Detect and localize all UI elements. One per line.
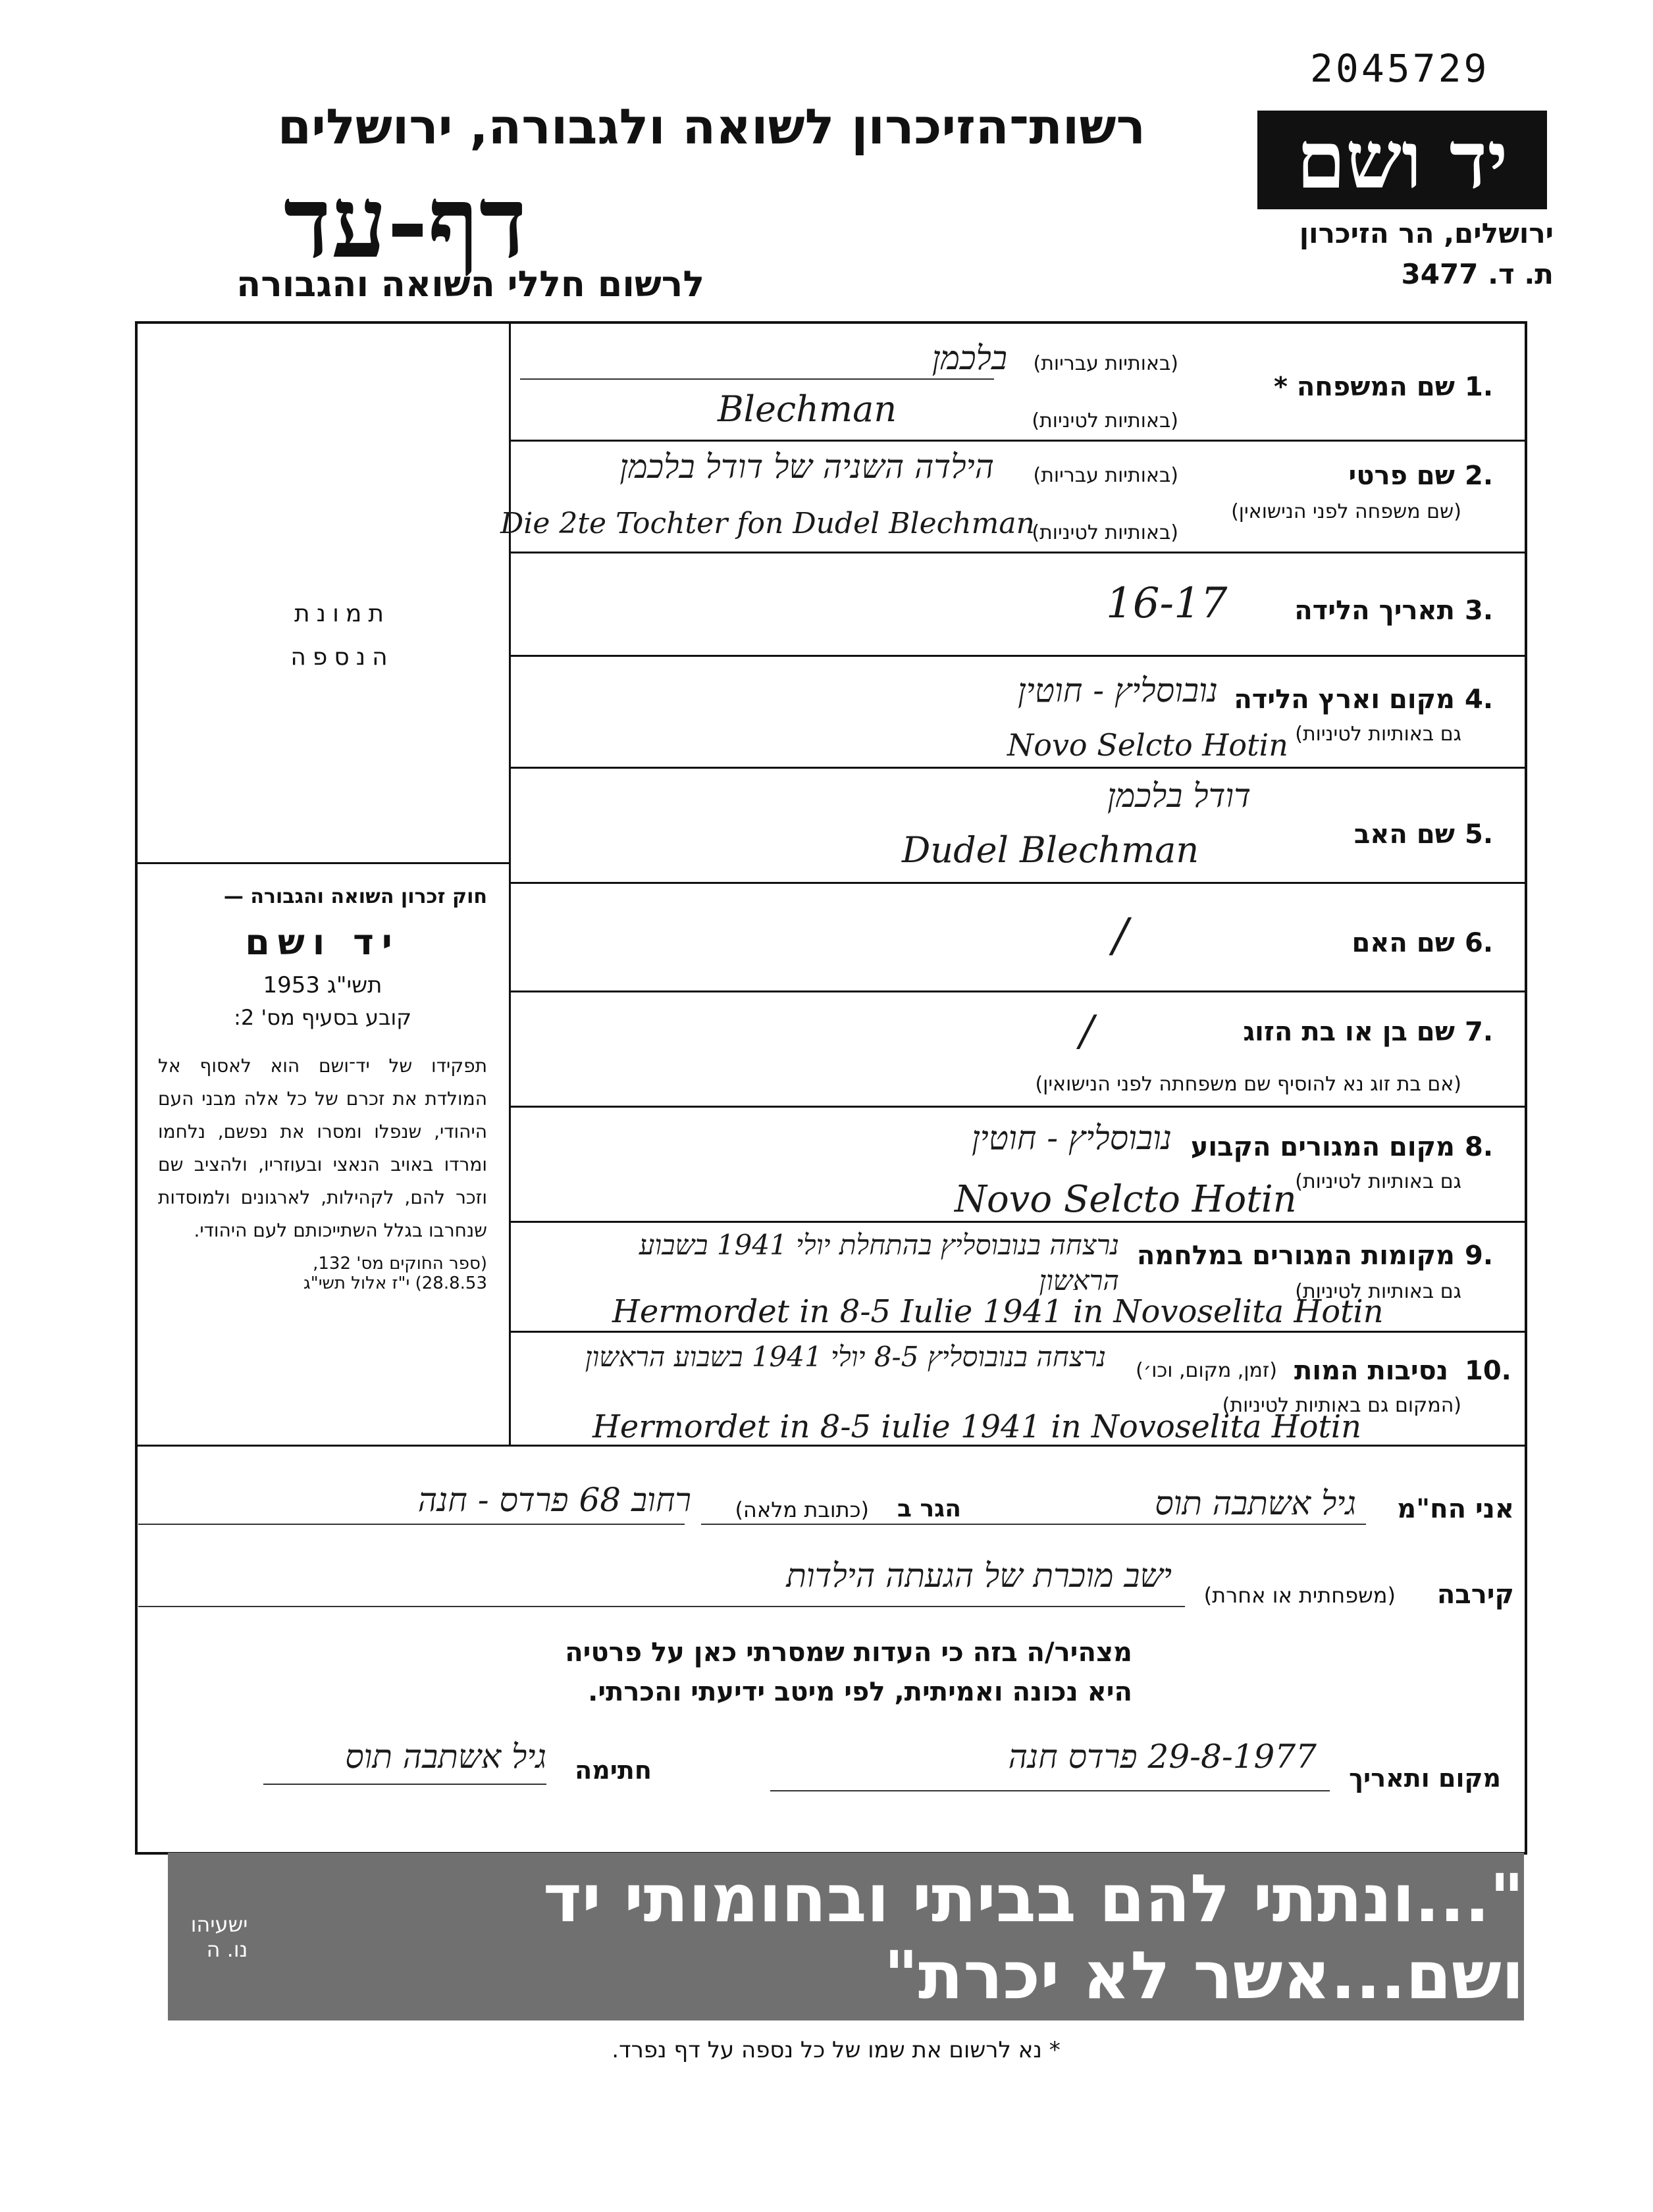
- authority-title: רשות־הזיכרון לשואה ולגבורה, ירושלים: [277, 99, 1145, 155]
- row-divider: [510, 655, 1527, 657]
- hint-latin: (באותיות לטיניות): [1032, 521, 1178, 544]
- field-10-value-hebrew: נרצחה בנובוסליץ 8-5 יולי 1941 בשבוע הראשון: [585, 1341, 1106, 1373]
- hint-also-latin: גם באותיות לטיניות): [1295, 1280, 1461, 1303]
- declarant-address: רחוב 68 פרדס - חנה: [417, 1481, 691, 1519]
- relation-hint: (משפחתית או אחרת): [1203, 1583, 1396, 1608]
- field-3-value: 16-17: [1106, 579, 1228, 628]
- hint-also-latin: גם באותיות לטיניות): [1295, 723, 1461, 746]
- field-2-value-hebrew: הילדה השניה של דודל בלכמן: [619, 448, 994, 486]
- field-3-label: תאריך הלידה: [1294, 596, 1455, 626]
- field-6-label: שם האם: [1351, 928, 1455, 958]
- field-2-value-latin: Die 2te Tochter fon Dudel Blechman: [500, 507, 1035, 540]
- yad-vashem-logo: יד ושם: [1257, 111, 1547, 209]
- row-divider: [510, 1221, 1527, 1223]
- field-1-number: 1.: [1465, 372, 1494, 402]
- signature-value: גיל אשתבה תוס: [345, 1737, 546, 1776]
- field-1-value-latin: Blechman: [718, 388, 897, 430]
- hint-spouse: (אם בת זוג נא להוסיף שם משפחתה לפני הנישואין): [1035, 1073, 1461, 1096]
- field-8-value-hebrew: נובוסליץ - חוטין: [971, 1119, 1172, 1157]
- residing-label: הגר ב: [897, 1495, 961, 1522]
- field-8-value-latin: Novo Selcto Hotin: [955, 1178, 1297, 1221]
- hint-also-latin: גם באותיות לטיניות): [1295, 1170, 1461, 1193]
- field-9-label: מקומות המגורים במלחמה: [1136, 1241, 1455, 1271]
- quote-banner: [168, 1853, 1524, 2020]
- field-2-label: שם פרטי: [1348, 461, 1455, 491]
- field-7-number: 7.: [1465, 1017, 1494, 1047]
- hint-death-circumstances: (זמן, מקום, וכו׳): [1136, 1359, 1277, 1382]
- declarant-name: גיל אשתבה תוס: [1155, 1484, 1356, 1522]
- row-divider: [510, 552, 1527, 553]
- law-year: תשי"ג 1953: [263, 972, 382, 998]
- hint-maiden-name: (שם משפחה לפני הנישואין): [1231, 500, 1461, 523]
- field-5-number: 5.: [1465, 819, 1494, 850]
- field-4-number: 4.: [1465, 684, 1494, 715]
- row-divider: [510, 1106, 1527, 1108]
- law-box: [158, 885, 487, 1293]
- place-date-value: 29-8-1977 פרדס חנה: [1008, 1737, 1317, 1776]
- field-10-label: נסיבות המות: [1294, 1356, 1448, 1386]
- field-8-number: 8.: [1465, 1132, 1494, 1162]
- field-10-value-latin: Hermordet in 8-5 iulie 1941 in Novoselita Hotin: [592, 1408, 1362, 1445]
- field-9-value-hebrew: נרצחה בנובוסליץ בהתחלת יולי 1941 בשבוע הראשון: [639, 1229, 1119, 1297]
- law-section: קובע בסעיף מס' 2:: [234, 1005, 411, 1030]
- banner-source: ישעיהו נו. ה: [190, 1911, 248, 1962]
- field-6-number: 6.: [1465, 928, 1494, 958]
- field-3-number: 3.: [1465, 596, 1494, 626]
- field-1-label: שם המשפחה *: [1274, 372, 1455, 402]
- row-divider: [510, 440, 1527, 442]
- row-divider: [510, 990, 1527, 992]
- serial-number: 2045729: [1310, 46, 1490, 91]
- row-divider: [510, 882, 1527, 884]
- field-4-label: מקום וארץ הלידה: [1234, 684, 1455, 715]
- hint-hebrew: (באותיות עבריות): [1033, 352, 1178, 375]
- law-name: יד ושם: [245, 921, 400, 963]
- field-8-label: מקום המגורים הקבוע: [1190, 1132, 1455, 1162]
- logo-location: ירושלים, הר הזיכרון: [1299, 217, 1554, 249]
- banner-quote: "...ונתתי להם בביתי ובחומותי יד ושם...אשר לא יכרת": [542, 1859, 1524, 2014]
- field-7-value: /: [1080, 1007, 1094, 1056]
- hint-latin: (באותיות לטיניות): [1032, 409, 1178, 432]
- field-9-number: 9.: [1465, 1241, 1494, 1271]
- footnote: * נא לרשום את שמו של כל נספה על דף נפרד.: [612, 2037, 1061, 2063]
- field-4-value-latin: Novo Selcto Hotin: [1007, 727, 1288, 763]
- logo-po-box: ת. ד. 3477: [1401, 258, 1554, 290]
- field-5-value-latin: Dudel Blechman: [902, 829, 1199, 871]
- field-9-value-latin: Hermordet in 8-5 Iulie 1941 in Novoselita Hotin: [612, 1293, 1384, 1330]
- signature-label: חתימה: [575, 1756, 652, 1785]
- photo-label: תמונת הנספה: [290, 600, 394, 671]
- address-hint: (כתובת מלאה): [735, 1497, 869, 1522]
- hint-hebrew: (באותיות עבריות): [1033, 464, 1178, 487]
- field-6-value: /: [1113, 908, 1128, 962]
- field-5-label: שם האב: [1353, 819, 1455, 850]
- hint-death-place-latin: (המקום גם באותיות לטיניות): [1222, 1394, 1461, 1417]
- declaration-statement-1: מצהיר/ה בזה כי העדות שמסרתי כאן על פרטיה: [565, 1637, 1132, 1668]
- place-date-label: מקום ותאריך: [1349, 1764, 1501, 1793]
- law-heading: חוק זכרון השואה והגבורה —: [223, 885, 487, 908]
- relation-label: קירבה: [1436, 1580, 1514, 1610]
- guide-line: [770, 1790, 1330, 1791]
- field-1-value-hebrew: בלכמן: [931, 339, 1007, 377]
- form-title: דף-עד: [283, 165, 527, 280]
- row-divider: [510, 767, 1527, 769]
- field-2-number: 2.: [1465, 461, 1494, 491]
- form-subtitle: לרשום חללי השואה והגבורה: [236, 263, 704, 305]
- guide-line: [520, 378, 994, 380]
- guide-line: [701, 1524, 1366, 1525]
- field-4-value-hebrew: נובוסליץ - חוטין: [1017, 671, 1218, 709]
- guide-line: [138, 1524, 685, 1525]
- law-ref: (ספר החוקים מס' 132, 28.8.53) י"ז אלול תשי"ג: [303, 1254, 487, 1293]
- guide-line: [138, 1606, 1185, 1607]
- guide-line: [263, 1784, 546, 1785]
- declaration-prefix: אני הח"מ: [1397, 1494, 1514, 1524]
- row-divider: [510, 1331, 1527, 1333]
- field-5-value-hebrew: דודל בלכמן: [1107, 777, 1251, 815]
- declaration-statement-2: היא נכונה ואמיתית, לפי מיטב ידיעתי והכרתי.: [588, 1677, 1132, 1707]
- left-column-divider: [135, 862, 510, 864]
- field-10-number: 10.: [1465, 1356, 1511, 1386]
- law-body: תפקידו של יד־ושם הוא לאסוף אל המולדת את זכרם של כל אלה מבני העם היהודי, שנפלו ומסרו את נפשם, נלחמו ומרדו באויב הנאצי ובעוזריו, ולהציב שם וזכר להם, לקהילות, לארגונים ולמוסדות שנחרבו בגלל השתייכותם לעם היהודי.: [158, 1055, 487, 1241]
- relation-value: ישב מוכרת של הגעתה הילדות: [786, 1556, 1172, 1595]
- field-7-label: שם בן או בת הזוג: [1243, 1017, 1455, 1047]
- column-divider: [509, 321, 511, 1447]
